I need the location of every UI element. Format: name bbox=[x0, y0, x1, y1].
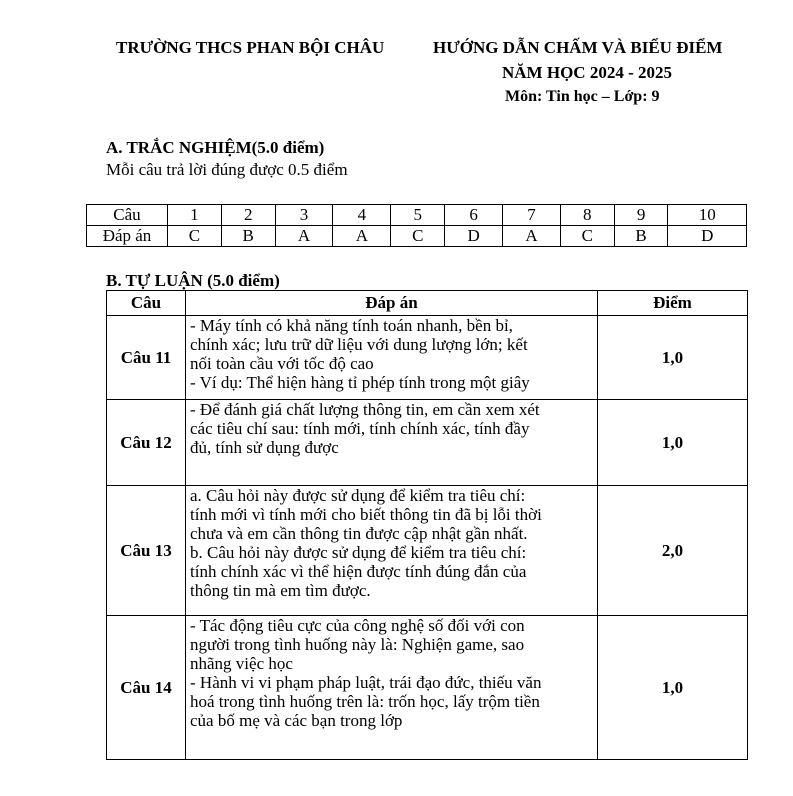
essay-row bbox=[107, 400, 748, 486]
question-number: 9 bbox=[614, 205, 668, 226]
answer-line: - Hành vi vi phạm pháp luật, trái đạo đức, thiếu văn bbox=[190, 673, 542, 692]
question-number: 3 bbox=[275, 205, 333, 226]
essay-question: Câu 13 bbox=[107, 486, 186, 616]
column-header-answer: Đáp án bbox=[186, 291, 598, 316]
question-number: 7 bbox=[503, 205, 561, 226]
essay-row bbox=[107, 316, 748, 400]
column-header-score: Điểm bbox=[598, 291, 748, 316]
school-year: NĂM HỌC 2024 - 2025 bbox=[502, 63, 672, 82]
section-b-heading: B. TỰ LUẬN (5.0 điểm) bbox=[106, 271, 280, 290]
answer-row bbox=[87, 226, 747, 247]
answer-cell: C bbox=[560, 226, 614, 247]
answer-line: tính chính xác vì thể hiện được tính đúng đắn của bbox=[190, 562, 527, 581]
essay-answer bbox=[186, 316, 598, 400]
essay-score: 1,0 bbox=[598, 316, 748, 400]
essay-score: 2,0 bbox=[598, 486, 748, 616]
answer-line: hoá trong tình huống trên là: trốn học, lấy trộm tiền bbox=[190, 692, 540, 711]
question-number: 8 bbox=[560, 205, 614, 226]
answer-line: chính xác; lưu trữ dữ liệu với dung lượng lớn; kết bbox=[190, 335, 528, 354]
answer-cell: A bbox=[503, 226, 561, 247]
answer-line: - Để đánh giá chất lượng thông tin, em cần xem xét bbox=[190, 400, 540, 419]
question-number: 2 bbox=[221, 205, 275, 226]
question-number: 10 bbox=[668, 205, 747, 226]
answer-cell: D bbox=[445, 226, 503, 247]
essay-row bbox=[107, 486, 748, 616]
answer-line: - Ví dụ: Thể hiện hàng tỉ phép tính trong một giây bbox=[190, 373, 530, 392]
school-name: TRƯỜNG THCS PHAN BỘI CHÂU bbox=[116, 38, 385, 57]
multiple-choice-answer-table bbox=[86, 204, 747, 247]
answer-cell: C bbox=[168, 226, 222, 247]
answer-line: nhãng việc học bbox=[190, 654, 293, 673]
answer-line: a. Câu hỏi này được sử dụng để kiểm tra tiêu chí: bbox=[190, 486, 526, 505]
answer-line: - Tác động tiêu cực của công nghệ số đối với con bbox=[190, 616, 525, 635]
question-number: 4 bbox=[333, 205, 391, 226]
answer-line: của bố mẹ và các bạn trong lớp bbox=[190, 711, 403, 730]
essay-score: 1,0 bbox=[598, 616, 748, 760]
essay-row bbox=[107, 616, 748, 760]
essay-answer bbox=[186, 486, 598, 616]
question-number: 1 bbox=[168, 205, 222, 226]
answer-line: nối toàn cầu với tốc độ cao bbox=[190, 354, 374, 373]
question-number: 5 bbox=[391, 205, 445, 226]
answer-line: người trong tình huống này là: Nghiện game, sao bbox=[190, 635, 525, 654]
section-a-heading: A. TRẮC NGHIỆM(5.0 điểm) bbox=[106, 138, 325, 157]
answer-line: b. Câu hỏi này được sử dụng để kiểm tra tiêu chí: bbox=[190, 543, 527, 562]
answer-cell: C bbox=[391, 226, 445, 247]
answer-cell: A bbox=[275, 226, 333, 247]
question-number: 6 bbox=[445, 205, 503, 226]
answer-line: đủ, tính sử dụng được bbox=[190, 438, 339, 457]
answer-line: các tiêu chí sau: tính mới, tính chính xác, tính đầy bbox=[190, 419, 530, 438]
column-header-question: Câu bbox=[107, 291, 186, 316]
answer-cell: B bbox=[221, 226, 275, 247]
subject-grade: Môn: Tin học – Lớp: 9 bbox=[505, 88, 660, 105]
answer-cell: B bbox=[614, 226, 668, 247]
essay-answer-table bbox=[106, 290, 748, 760]
answer-line: chưa và em cần thông tin được cập nhật gần nhất. bbox=[190, 524, 528, 543]
answer-line: tính mới vì tính mới cho biết thông tin đã bị lỗi thời bbox=[190, 505, 542, 524]
essay-header-row bbox=[107, 291, 748, 316]
essay-answer bbox=[186, 616, 598, 760]
answer-line: thông tin mà em tìm được. bbox=[190, 581, 371, 600]
answer-line: - Máy tính có khả năng tính toán nhanh, bền bỉ, bbox=[190, 316, 513, 335]
question-number-row bbox=[87, 205, 747, 226]
answer-cell: D bbox=[668, 226, 747, 247]
section-a-note: Mỗi câu trả lời đúng được 0.5 điểm bbox=[106, 160, 348, 179]
row-label-answer: Đáp án bbox=[87, 226, 168, 247]
essay-score: 1,0 bbox=[598, 400, 748, 486]
document-title: HƯỚNG DẪN CHẤM VÀ BIỂU ĐIỂM bbox=[433, 38, 723, 57]
essay-question: Câu 12 bbox=[107, 400, 186, 486]
row-label-question: Câu bbox=[87, 205, 168, 226]
essay-question: Câu 11 bbox=[107, 316, 186, 400]
essay-answer bbox=[186, 400, 598, 486]
essay-question: Câu 14 bbox=[107, 616, 186, 760]
answer-cell: A bbox=[333, 226, 391, 247]
